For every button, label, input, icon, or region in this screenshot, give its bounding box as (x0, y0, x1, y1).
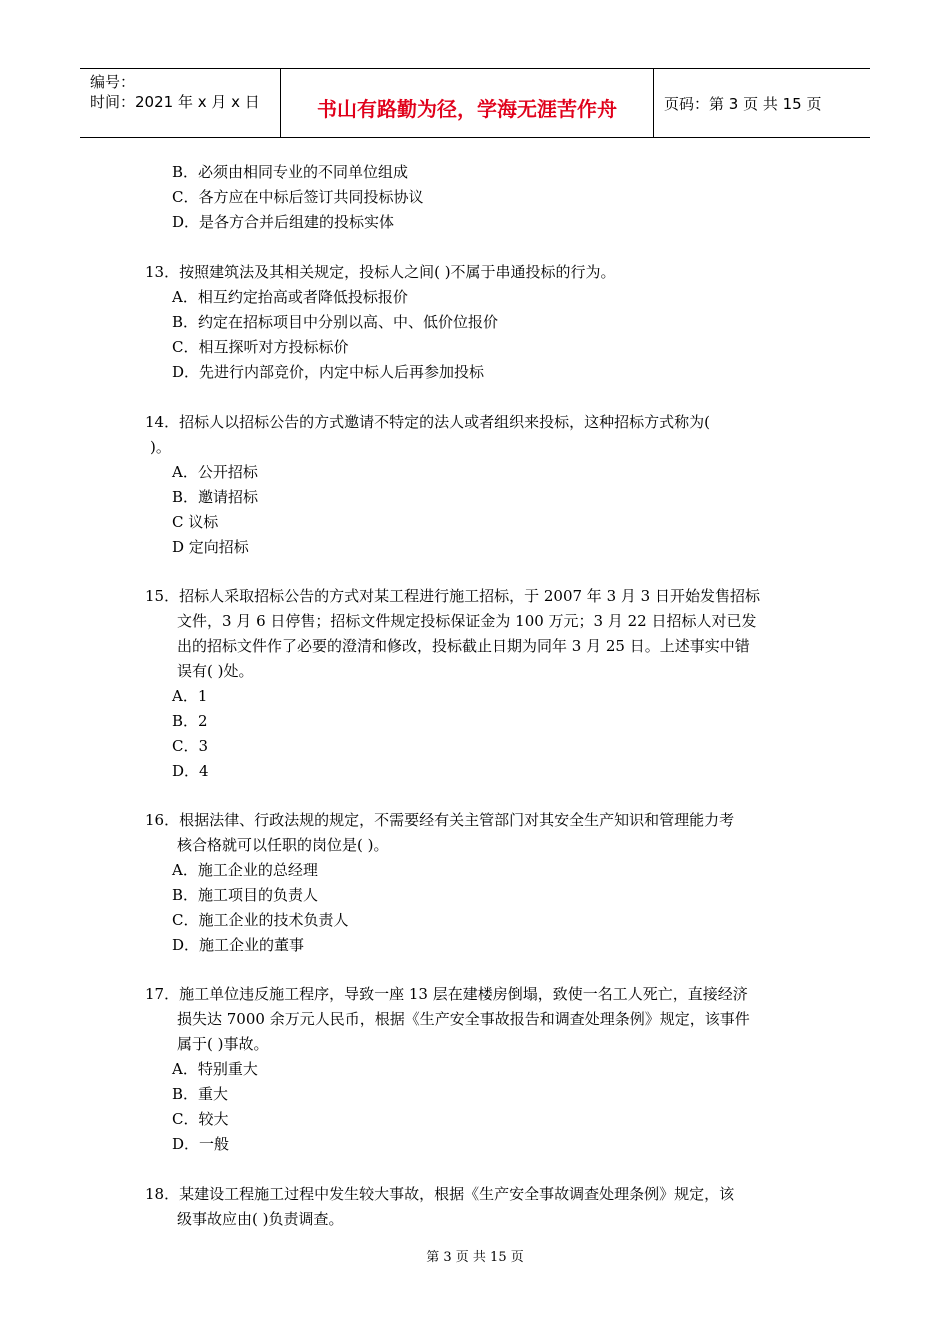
header-motto: 书山有路勤为径，学海无涯苦作舟 (317, 97, 617, 121)
option-line: C．施工企业的技术负责人 (172, 911, 349, 929)
option-line: D．施工企业的董事 (172, 936, 305, 954)
option-line: A．特别重大 (172, 1060, 258, 1078)
option-line: D．先进行内部竞价，内定中标人后再参加投标 (172, 363, 485, 381)
question-14-text-cont: )。 (150, 438, 171, 456)
option-line: A．公开招标 (172, 463, 258, 481)
question-17-text: 17．施工单位违反施工程序，导致一座 13 层在建楼房倒塌，致使一名工人死亡，直接经济 (145, 985, 748, 1003)
option-line: A．相互约定抬高或者降低投标报价 (172, 288, 408, 306)
option-line: B．必须由相同专业的不同单位组成 (172, 163, 409, 181)
footer-page-number: 第 3 页 共 15 页 (426, 1250, 524, 1265)
document-date-label: 时间：2021 年 x 月 x 日 (90, 93, 260, 111)
option-line: D．是各方合并后组建的投标实体 (172, 213, 395, 231)
option-line: D 定向招标 (172, 538, 249, 556)
question-16-text-cont: 核合格就可以任职的岗位是( )。 (177, 836, 389, 854)
question-16-text: 16．根据法律、行政法规的规定，不需要经有关主管部门对其安全生产知识和管理能力考 (145, 811, 735, 829)
question-15-text-cont: 误有( )处。 (177, 662, 254, 680)
question-15-text: 15．招标人采取招标公告的方式对某工程进行施工招标，于 2007 年 3 月 3 日开始发售招标 (145, 587, 760, 605)
option-line: C．3 (172, 737, 209, 755)
header-motto-cell (281, 69, 654, 137)
option-line: A．施工企业的总经理 (172, 861, 318, 879)
question-18-text-cont: 级事故应由( )负责调查。 (177, 1210, 344, 1228)
page-header (80, 68, 870, 138)
option-line: B．重大 (172, 1085, 229, 1103)
document-number-label: 编号： (90, 73, 136, 91)
question-13-text: 13．按照建筑法及其相关规定，投标人之间( )不属于串通投标的行为。 (145, 263, 616, 281)
question-15-text-cont: 出的招标文件作了必要的澄清和修改，投标截止日期为同年 3 月 25 日。上述事实中错 (177, 637, 750, 655)
question-15-text-cont: 文件，3 月 6 日停售；招标文件规定投标保证金为 100 万元；3 月 22 日招标人对已发 (177, 612, 757, 630)
header-page-cell (654, 69, 870, 137)
option-line: C 议标 (172, 513, 219, 531)
option-line: B．邀请招标 (172, 488, 259, 506)
option-line: A．1 (172, 687, 208, 705)
question-17-text-cont: 损失达 7000 余万元人民币，根据《生产安全事故报告和调查处理条例》规定，该事件 (177, 1010, 750, 1028)
question-18-text: 18．某建设工程施工过程中发生较大事故，根据《生产安全事故调查处理条例》规定，该 (145, 1185, 735, 1203)
option-line: C．相互探听对方投标标价 (172, 338, 349, 356)
option-line: C．各方应在中标后签订共同投标协议 (172, 188, 424, 206)
header-page-number: 页码：第 3 页 共 15 页 (664, 95, 822, 113)
option-line: B．施工项目的负责人 (172, 886, 319, 904)
option-line: D．4 (172, 762, 209, 780)
question-17-text-cont: 属于( )事故。 (177, 1035, 269, 1053)
option-line: B．约定在招标项目中分别以高、中、低价位报价 (172, 313, 499, 331)
question-14-text: 14．招标人以招标公告的方式邀请不特定的法人或者组织来投标，这种招标方式称为( (145, 413, 710, 431)
header-meta-cell (80, 69, 281, 137)
page-footer (0, 1246, 950, 1265)
option-line: D．一般 (172, 1135, 230, 1153)
option-line: C．较大 (172, 1110, 229, 1128)
option-line: B．2 (172, 712, 208, 730)
